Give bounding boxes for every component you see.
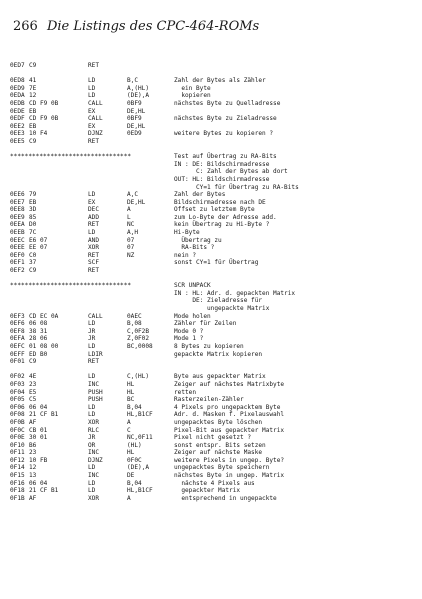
- line-operand: A: [127, 494, 131, 502]
- line-address: 0EFA: [10, 335, 25, 343]
- line-operand: A,(HL): [127, 84, 150, 92]
- listing-line: [10, 457, 418, 465]
- listing-line: [10, 100, 418, 108]
- line-operand: 0ED9: [127, 130, 142, 138]
- line-opcode-bytes: C9: [29, 358, 37, 366]
- listing-line: [10, 404, 418, 412]
- line-comment: Mode 0 ?: [174, 327, 204, 335]
- line-operand: (DE),A: [127, 464, 150, 472]
- line-operand: DE,HL: [127, 107, 146, 115]
- line-operand: HL,B1CF: [127, 487, 153, 495]
- listing-line: [10, 123, 418, 131]
- line-mnemonic: EX: [88, 107, 96, 115]
- line-mnemonic: RET: [88, 358, 100, 366]
- listing-line: [10, 389, 418, 397]
- line-address: 0F18: [10, 487, 25, 495]
- line-comment: Adr. d. Masken f. Pixelauswahl: [174, 411, 285, 419]
- line-operand: HL: [127, 449, 135, 457]
- line-address: 0EEB: [10, 229, 25, 237]
- line-comment: SCR UNPACK: [174, 282, 211, 290]
- line-comment: C: Zahl der Bytes ab dort: [174, 168, 288, 176]
- line-comment: sonst entspr. Bits setzen: [174, 441, 266, 449]
- listing-line: [10, 472, 418, 480]
- listing-line: [10, 305, 418, 313]
- line-mnemonic: LD: [88, 191, 96, 199]
- line-address: 0EE5: [10, 137, 25, 145]
- line-comment: RA-Bits ?: [174, 244, 215, 252]
- line-address: 0EE8: [10, 206, 25, 214]
- listing-line: [10, 411, 418, 419]
- line-mnemonic: RET: [88, 267, 100, 275]
- line-opcode-bytes: EB: [29, 122, 37, 130]
- line-address: 0EDE: [10, 107, 25, 115]
- listing-line: [10, 199, 418, 207]
- line-comment: nächstes Byte zu Quelladresse: [174, 99, 281, 107]
- line-comment: Übertrag zu: [174, 236, 222, 244]
- listing-line: [10, 396, 418, 404]
- separator-asterisks: *********************************: [10, 153, 132, 161]
- listing-line: [10, 480, 418, 488]
- line-operand: A: [127, 206, 131, 214]
- line-opcode-bytes: E5: [29, 388, 37, 396]
- line-comment: Rasterzeilen-Zähler: [174, 396, 244, 404]
- line-address: 0EDA: [10, 92, 25, 100]
- line-operand: DE,HL: [127, 198, 146, 206]
- line-address: 0F14: [10, 464, 25, 472]
- line-operand: 0BF9: [127, 115, 142, 123]
- line-opcode-bytes: AF: [29, 494, 37, 502]
- line-comment: gepackter Matrix: [174, 487, 241, 495]
- line-address: 0F02: [10, 373, 25, 381]
- line-opcode-bytes: B6: [29, 441, 37, 449]
- line-operand: B,04: [127, 403, 142, 411]
- line-comment: Pixel nicht gesetzt ?: [174, 434, 252, 442]
- line-address: 0EE7: [10, 198, 25, 206]
- listing-line: [10, 487, 418, 495]
- line-mnemonic: LDIR: [88, 350, 103, 358]
- listing-line: [10, 495, 418, 503]
- line-comment: ungepackte Matrix: [174, 305, 270, 312]
- line-operand: 0F0C: [127, 456, 142, 464]
- line-mnemonic: ADD: [88, 213, 100, 221]
- blank-line: [10, 146, 418, 154]
- line-comment: gepackte Matrix kopieren: [174, 350, 263, 358]
- line-opcode-bytes: 21 CF B1: [29, 487, 59, 495]
- line-address: 0ED9: [10, 84, 25, 92]
- line-comment: Hi-Byte: [174, 229, 200, 237]
- line-mnemonic: RET: [88, 251, 100, 259]
- listing-line: [10, 464, 418, 472]
- line-comment: Pixel-Bit aus gepackter Matrix: [174, 426, 285, 434]
- listing-line: [10, 92, 418, 100]
- listing-line: [10, 206, 418, 214]
- line-mnemonic: DJNZ: [88, 456, 103, 464]
- line-opcode-bytes: ED B0: [29, 350, 48, 358]
- line-mnemonic: PUSH: [88, 388, 103, 396]
- blank-line: [10, 70, 418, 78]
- line-opcode-bytes: 13: [29, 472, 37, 480]
- listing-line: [10, 138, 418, 146]
- line-opcode-bytes: 10 F4: [29, 130, 48, 138]
- line-mnemonic: RLC: [88, 426, 100, 434]
- line-address: 0F06: [10, 403, 25, 411]
- line-mnemonic: LD: [88, 411, 96, 419]
- line-mnemonic: LD: [88, 320, 96, 328]
- line-opcode-bytes: 06 04: [29, 403, 48, 411]
- line-opcode-bytes: C9: [29, 62, 37, 69]
- line-mnemonic: RET: [88, 137, 100, 145]
- line-operand: BC,0008: [127, 342, 153, 350]
- line-mnemonic: LD: [88, 77, 96, 85]
- line-operand: HL,B1CF: [127, 411, 153, 419]
- line-address: 0EF6: [10, 320, 25, 328]
- line-mnemonic: LD: [88, 373, 96, 381]
- listing-line: [10, 221, 418, 229]
- line-opcode-bytes: 79: [29, 191, 37, 199]
- line-comment: Zahl der Bytes als Zähler: [174, 77, 266, 85]
- listing-line: [10, 297, 418, 305]
- listing-line: [10, 161, 418, 169]
- line-mnemonic: EX: [88, 198, 96, 206]
- line-address: 0EF0: [10, 251, 25, 259]
- listing-line: [10, 419, 418, 427]
- line-operand: 0BF9: [127, 99, 142, 107]
- line-operand: A: [127, 418, 131, 426]
- line-opcode-bytes: 21 CF B1: [29, 411, 59, 419]
- line-comment: ungepacktes Byte speichern: [174, 464, 270, 472]
- line-address: 0EF8: [10, 327, 25, 335]
- line-operand: NC,0F11: [127, 434, 153, 442]
- line-comment: Mode 1 ?: [174, 335, 204, 343]
- line-opcode-bytes: EE 07: [29, 244, 48, 252]
- line-opcode-bytes: EB: [29, 198, 37, 206]
- section-separator-line: [10, 282, 418, 290]
- line-address: 0EE2: [10, 122, 25, 130]
- listing-line: [10, 351, 418, 359]
- line-opcode-bytes: 01 08 00: [29, 342, 59, 350]
- line-comment: entsprechend in ungepackte: [174, 494, 277, 502]
- line-operand: 07: [127, 236, 135, 244]
- line-opcode-bytes: AF: [29, 418, 37, 426]
- line-address: 0F0B: [10, 418, 25, 426]
- line-opcode-bytes: EB: [29, 107, 37, 115]
- line-address: 0ED7: [10, 62, 25, 69]
- line-operand: BC: [127, 396, 135, 404]
- line-address: 0ED8: [10, 77, 25, 85]
- line-operand: C,0F2B: [127, 327, 150, 335]
- listing-line: [10, 115, 418, 123]
- line-opcode-bytes: 41: [29, 77, 37, 85]
- line-comment: kopieren: [174, 92, 211, 100]
- line-mnemonic: SCF: [88, 259, 100, 267]
- listing-line: [10, 381, 418, 389]
- line-mnemonic: CALL: [88, 312, 103, 320]
- line-opcode-bytes: 12: [29, 92, 37, 100]
- line-opcode-bytes: 3D: [29, 206, 37, 214]
- line-opcode-bytes: 30 01: [29, 434, 48, 442]
- listing-line: [10, 320, 418, 328]
- separator-asterisks: *********************************: [10, 282, 132, 290]
- line-comment: nächstes Byte zu Zieladresse: [174, 115, 277, 123]
- line-address: 0F01: [10, 358, 25, 366]
- line-address: 0F05: [10, 396, 25, 404]
- line-comment: zum Lo-Byte der Adresse add.: [174, 213, 277, 221]
- line-operand: NC: [127, 221, 135, 229]
- line-comment: ungepacktes Byte löschen: [174, 418, 263, 426]
- page-header: [13, 19, 259, 34]
- line-opcode-bytes: D0: [29, 221, 37, 229]
- line-opcode-bytes: 37: [29, 259, 37, 267]
- line-opcode-bytes: 7E: [29, 84, 37, 92]
- listing-line: [10, 328, 418, 336]
- blank-line: [10, 366, 418, 374]
- line-comment: Test auf Übertrag zu RA-Bits: [174, 153, 277, 161]
- line-mnemonic: INC: [88, 449, 100, 457]
- line-operand: (HL): [127, 441, 142, 449]
- line-opcode-bytes: 7C: [29, 229, 37, 237]
- page-title: Die Listings des CPC-464-ROMs: [46, 19, 260, 34]
- line-address: 0EE3: [10, 130, 25, 138]
- listing-line: [10, 176, 418, 184]
- line-operand: A,C: [127, 191, 139, 199]
- line-mnemonic: INC: [88, 380, 100, 388]
- line-opcode-bytes: C9: [29, 137, 37, 145]
- line-comment: IN : DE: Bildschirmadresse: [174, 160, 270, 168]
- line-operand: C,(HL): [127, 373, 150, 381]
- listing-line: [10, 62, 418, 70]
- line-opcode-bytes: E6 07: [29, 236, 48, 244]
- line-comment: Byte aus gepackter Matrix: [174, 373, 266, 381]
- listing-line: [10, 244, 418, 252]
- line-comment: IN : HL: Adr. d. gepackten Matrix: [174, 289, 296, 297]
- listing-line: [10, 290, 418, 298]
- listing-line: [10, 343, 418, 351]
- line-comment: nächste 4 Pixels aus: [174, 479, 255, 487]
- listing-line: [10, 267, 418, 275]
- line-address: 0F16: [10, 479, 25, 487]
- line-operand: 07: [127, 244, 135, 252]
- line-comment: Zeiger auf nächstes Matrixbyte: [174, 380, 285, 388]
- line-operand: NZ: [127, 251, 135, 259]
- line-opcode-bytes: 28 06: [29, 335, 48, 343]
- line-operand: B,C: [127, 77, 139, 85]
- line-address: 0EE9: [10, 213, 25, 221]
- line-operand: DE: [127, 472, 135, 480]
- line-opcode-bytes: 38 31: [29, 327, 48, 335]
- line-address: 0EF2: [10, 267, 25, 275]
- line-address: 0EDB: [10, 99, 25, 107]
- page-number: 266: [13, 19, 38, 34]
- line-address: 0F1B: [10, 494, 25, 502]
- line-mnemonic: RET: [88, 62, 100, 69]
- line-comment: sonst CY=1 für Übertrag: [174, 259, 259, 267]
- line-opcode-bytes: 12: [29, 464, 37, 472]
- section-separator-line: [10, 153, 418, 161]
- line-address: 0F15: [10, 472, 25, 480]
- line-mnemonic: CALL: [88, 115, 103, 123]
- line-mnemonic: CALL: [88, 99, 103, 107]
- line-mnemonic: OR: [88, 441, 96, 449]
- line-mnemonic: JR: [88, 327, 96, 335]
- line-mnemonic: DJNZ: [88, 130, 103, 138]
- listing-line: [10, 313, 418, 321]
- line-mnemonic: JR: [88, 335, 96, 343]
- line-comment: Bildschirmadresse nach DE: [174, 198, 266, 206]
- blank-line: [10, 275, 418, 283]
- line-address: 0EFC: [10, 342, 25, 350]
- line-opcode-bytes: CD EC 0A: [29, 312, 59, 320]
- line-comment: retten: [174, 388, 197, 396]
- line-mnemonic: PUSH: [88, 396, 103, 404]
- line-mnemonic: LD: [88, 479, 96, 487]
- line-opcode-bytes: C5: [29, 396, 37, 404]
- line-comment: Offset zu letztem Byte: [174, 206, 255, 214]
- listing-line: [10, 335, 418, 343]
- line-opcode-bytes: C9: [29, 267, 37, 275]
- line-comment: kein Übertrag zu Hi-Byte ?: [174, 221, 270, 229]
- listing-line: [10, 449, 418, 457]
- listing-line: [10, 427, 418, 435]
- line-mnemonic: XOR: [88, 418, 100, 426]
- line-operand: DE,HL: [127, 122, 146, 130]
- line-address: 0EFF: [10, 350, 25, 358]
- line-mnemonic: INC: [88, 472, 100, 480]
- listing-line: [10, 259, 418, 267]
- line-comment: nächstes Byte in ungep. Matrix: [174, 472, 285, 480]
- line-comment: ein Byte: [174, 84, 211, 92]
- line-address: 0F11: [10, 449, 25, 457]
- line-operand: B,04: [127, 479, 142, 487]
- listing-line: [10, 358, 418, 366]
- line-address: 0F04: [10, 388, 25, 396]
- line-mnemonic: LD: [88, 487, 96, 495]
- line-opcode-bytes: 23: [29, 449, 37, 457]
- line-comment: DE: Zieladresse für: [174, 297, 263, 305]
- line-mnemonic: XOR: [88, 244, 100, 252]
- line-address: 0F03: [10, 380, 25, 388]
- line-mnemonic: XOR: [88, 494, 100, 502]
- line-comment: CY=1 für Übertrag zu RA-Bits: [174, 183, 299, 191]
- line-address: 0F0C: [10, 426, 25, 434]
- line-mnemonic: LD: [88, 84, 96, 92]
- line-opcode-bytes: 10 FB: [29, 456, 48, 464]
- line-opcode-bytes: 23: [29, 380, 37, 388]
- line-address: 0EF1: [10, 259, 25, 267]
- line-mnemonic: EX: [88, 122, 96, 130]
- line-comment: weitere Bytes zu kopieren ?: [174, 130, 274, 138]
- line-comment: Zahl der Bytes: [174, 191, 226, 199]
- line-address: 0EEE: [10, 244, 25, 252]
- line-address: 0F12: [10, 456, 25, 464]
- listing-line: [10, 168, 418, 176]
- line-operand: L: [127, 213, 131, 221]
- line-comment: Mode holen: [174, 312, 211, 320]
- line-opcode-bytes: CB 01: [29, 426, 48, 434]
- listing-line: [10, 77, 418, 85]
- line-operand: C: [127, 426, 131, 434]
- line-mnemonic: AND: [88, 236, 100, 244]
- line-address: 0EDF: [10, 115, 25, 123]
- line-mnemonic: JR: [88, 434, 96, 442]
- line-address: 0EEC: [10, 236, 25, 244]
- line-opcode-bytes: 85: [29, 213, 37, 221]
- line-opcode-bytes: CD F9 0B: [29, 115, 59, 123]
- listing-line: [10, 108, 418, 116]
- listing-line: [10, 130, 418, 138]
- line-address: 0EEA: [10, 221, 25, 229]
- listing-line: [10, 373, 418, 381]
- line-opcode-bytes: 06 04: [29, 479, 48, 487]
- assembler-listing: [10, 62, 418, 502]
- listing-line: [10, 434, 418, 442]
- line-comment: weitere Pixels in ungep. Byte?: [174, 456, 285, 464]
- line-operand: HL: [127, 388, 135, 396]
- line-mnemonic: LD: [88, 342, 96, 350]
- line-opcode-bytes: CD F9 0B: [29, 99, 59, 107]
- line-operand: B,08: [127, 320, 142, 328]
- line-opcode-bytes: 06 08: [29, 320, 48, 328]
- line-operand: A,H: [127, 229, 139, 237]
- line-address: 0F10: [10, 441, 25, 449]
- line-mnemonic: LD: [88, 229, 96, 237]
- listing-line: [10, 191, 418, 199]
- line-operand: HL: [127, 380, 135, 388]
- line-comment: Zeiger auf nächste Maske: [174, 449, 263, 457]
- line-comment: Zähler für Zeilen: [174, 320, 237, 328]
- line-address: 0EF3: [10, 312, 25, 320]
- line-mnemonic: LD: [88, 403, 96, 411]
- line-address: 0F0E: [10, 434, 25, 442]
- listing-line: [10, 184, 418, 192]
- line-opcode-bytes: C0: [29, 251, 37, 259]
- line-address: 0EE6: [10, 191, 25, 199]
- listing-line: [10, 237, 418, 245]
- listing-line: [10, 85, 418, 93]
- line-mnemonic: LD: [88, 464, 96, 472]
- line-operand: Z,0F02: [127, 335, 150, 343]
- listing-line: [10, 229, 418, 237]
- line-comment: OUT: HL: Bildschirmadresse: [174, 175, 270, 183]
- line-operand: 0AEC: [127, 312, 142, 320]
- line-comment: 4 Pixels pro ungepacktem Byte: [174, 403, 281, 411]
- listing-line: [10, 442, 418, 450]
- line-mnemonic: LD: [88, 92, 96, 100]
- line-mnemonic: RET: [88, 221, 100, 229]
- line-address: 0F08: [10, 411, 25, 419]
- line-comment: 8 Bytes zu kopieren: [174, 342, 244, 350]
- line-operand: (DE),A: [127, 92, 150, 100]
- line-comment: nein ?: [174, 251, 197, 259]
- line-mnemonic: DEC: [88, 206, 100, 214]
- line-opcode-bytes: 4E: [29, 373, 37, 381]
